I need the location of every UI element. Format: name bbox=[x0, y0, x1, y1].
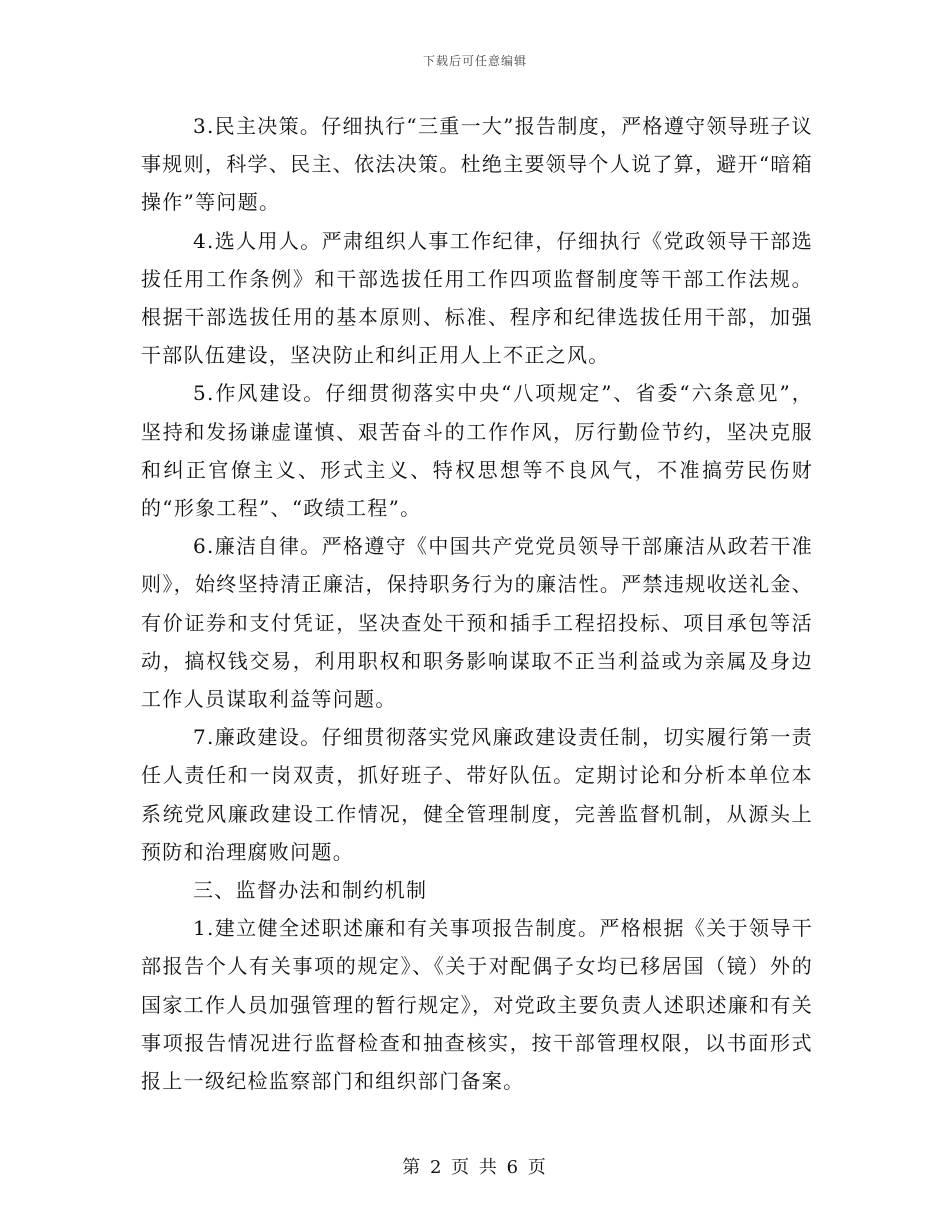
paragraph-reporting-system: 1.建立健全述职述廉和有关事项报告制度。严格根据《关于领导干部报告个人有关事项的规定》、《关于对配偶子女均已移居国（镜）外的国家工作人员加强管理的暂行规定》，对党政主要负责人述职述廉和有关事项报告情况进行监督检查和抽查核实，按干部管理权限，以书面形式报上一级纪检监察部门和组织部门备案。 bbox=[141, 916, 813, 1094]
page-header: 下载后可任意编辑 bbox=[422, 54, 527, 68]
paragraph-personnel-selection: 4.选人用人。严肃组织人事工作纪律，仔细执行《党政领导干部选拔任用工作条例》和干部选拔任用工作四项监督制度等干部工作法规。根据干部选拔任用的基本原则、标准、程序和纪律选拔任用干部，加强干部队伍建设，坚决防止和纠正用人上不正之风。 bbox=[141, 228, 813, 368]
document-body bbox=[141, 107, 813, 1100]
paragraph-work-style: 5.作风建设。仔细贯彻落实中央“八项规定”、省委“六条意见”，坚持和发扬谦虚谨慎、艰苦奋斗的工作作风，厉行勤俭节约，坚决克服和纠正官僚主义、形式主义、特权思想等不良风气，不准搞劳民伤财的“形象工程”、“政绩工程”。 bbox=[141, 381, 813, 521]
section-heading: 三、监督办法和制约机制 bbox=[193, 878, 428, 903]
paragraph-clean-government: 7.廉政建设。仔细贯彻落实党风廉政建设责任制，切实履行第一责任人责任和一岗双责，抓好班子、带好队伍。定期讨论和分析本单位本系统党风廉政建设工作情况，健全管理制度，完善监督机制，从源头上预防和治理腐败问题。 bbox=[141, 725, 813, 864]
page-number-footer: 第 2 页 共 6 页 bbox=[402, 1157, 548, 1178]
paragraph-integrity-self-discipline: 6.廉洁自律。严格遵守《中国共产党党员领导干部廉洁从政若干准则》，始终坚持清正廉洁，保持职务行为的廉洁性。严禁违规收送礼金、有价证券和支付凭证，坚决查处干预和插手工程招投标、项目承包等活动，搞权钱交易，利用职权和职务影响谋取不正当利益或为亲属及身边工作人员谋取利益等问题。 bbox=[141, 534, 813, 712]
paragraph-democratic-decision: 3.民主决策。仔细执行“三重一大”报告制度，严格遵守领导班子议事规则，科学、民主、依法决策。杜绝主要领导个人说了算，避开“暗箱操作”等问题。 bbox=[141, 114, 813, 215]
